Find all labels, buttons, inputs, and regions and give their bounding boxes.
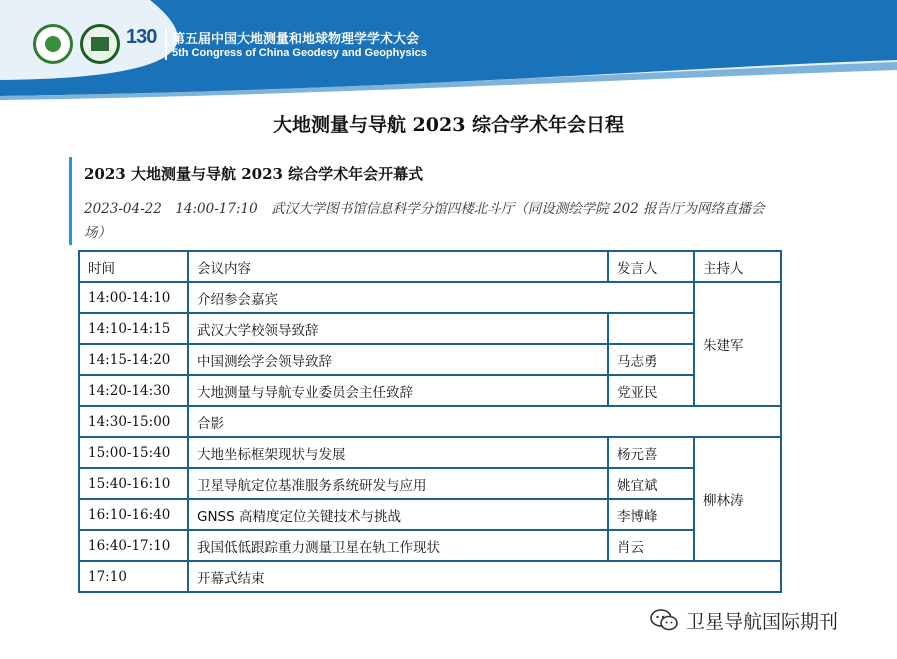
table-row [79, 468, 781, 499]
row-speaker: 党亚民 [608, 375, 694, 406]
row-content: 合影 [188, 406, 781, 437]
table-row [79, 561, 781, 592]
row-time: 15:00-15:40 [79, 437, 188, 468]
row-speaker: 肖云 [608, 530, 694, 561]
row-content: 武汉大学校领导致辞 [188, 313, 608, 344]
row-content: 介绍参会嘉宾 [188, 282, 694, 313]
row-speaker: 姚宜斌 [608, 468, 694, 499]
header-banner [0, 0, 897, 100]
row-speaker: 杨元喜 [608, 437, 694, 468]
row-speaker [608, 313, 694, 344]
row-time: 16:40-17:10 [79, 530, 188, 561]
row-content: 卫星导航定位基准服务系统研发与应用 [188, 468, 608, 499]
row-content: 开幕式结束 [188, 561, 781, 592]
watermark-text: 卫星导航国际期刊 [686, 610, 839, 633]
table-row [79, 406, 781, 437]
header-content: 会议内容 [188, 251, 608, 282]
page-title: 大地测量与导航 2023 综合学术年会日程 [272, 114, 625, 136]
row-host: 朱建军 [694, 282, 781, 406]
table-row [79, 437, 781, 468]
row-host: 柳林涛 [694, 437, 781, 561]
row-time: 17:10 [79, 561, 188, 592]
row-content: GNSS 高精度定位关键技术与挑战 [188, 499, 608, 530]
row-time: 14:20-14:30 [79, 375, 188, 406]
row-time: 16:10-16:40 [79, 499, 188, 530]
row-time: 14:10-14:15 [79, 313, 188, 344]
row-content: 中国测绘学会领导致辞 [188, 344, 608, 375]
session-header [69, 157, 789, 245]
row-content: 大地测量与导航专业委员会主任致辞 [188, 375, 608, 406]
institute-logo-icon [80, 24, 120, 64]
wechat-icon [650, 609, 678, 631]
row-content: 大地坐标框架现状与发展 [188, 437, 608, 468]
session-title: 2023 大地测量与导航 2023 综合学术年会开幕式 [84, 165, 424, 183]
header-time: 时间 [79, 251, 188, 282]
row-content: 我国低低跟踪重力测量卫星在轨工作现状 [188, 530, 608, 561]
row-speaker: 李博峰 [608, 499, 694, 530]
table-row [79, 344, 781, 375]
row-speaker: 马志勇 [608, 344, 694, 375]
table-row [79, 282, 781, 313]
row-time: 14:15-14:20 [79, 344, 188, 375]
table-row [79, 530, 781, 561]
table-header-row [79, 251, 781, 282]
table-row [79, 313, 781, 344]
banner-divider [165, 28, 167, 60]
university-logo-icon [33, 24, 73, 64]
session-info: 2023-04-22 14:00-17:10 武汉大学图书馆信息科学分馆四楼北斗厅（同设测绘学院 202 报告厅为网络直播会场） [84, 201, 765, 241]
schedule-table [78, 250, 782, 593]
watermark [650, 606, 838, 634]
congress-title-cn: 第五届中国大地测量和地球物理学学术大会 [172, 32, 420, 47]
anniversary-logo-icon: 130 [126, 26, 157, 48]
table-row [79, 375, 781, 406]
table-row [79, 499, 781, 530]
header-host: 主持人 [694, 251, 781, 282]
row-time: 15:40-16:10 [79, 468, 188, 499]
row-time: 14:00-14:10 [79, 282, 188, 313]
congress-title-en: 5th Congress of China Geodesy and Geophysics [172, 47, 427, 59]
header-speaker: 发言人 [608, 251, 694, 282]
row-time: 14:30-15:00 [79, 406, 188, 437]
